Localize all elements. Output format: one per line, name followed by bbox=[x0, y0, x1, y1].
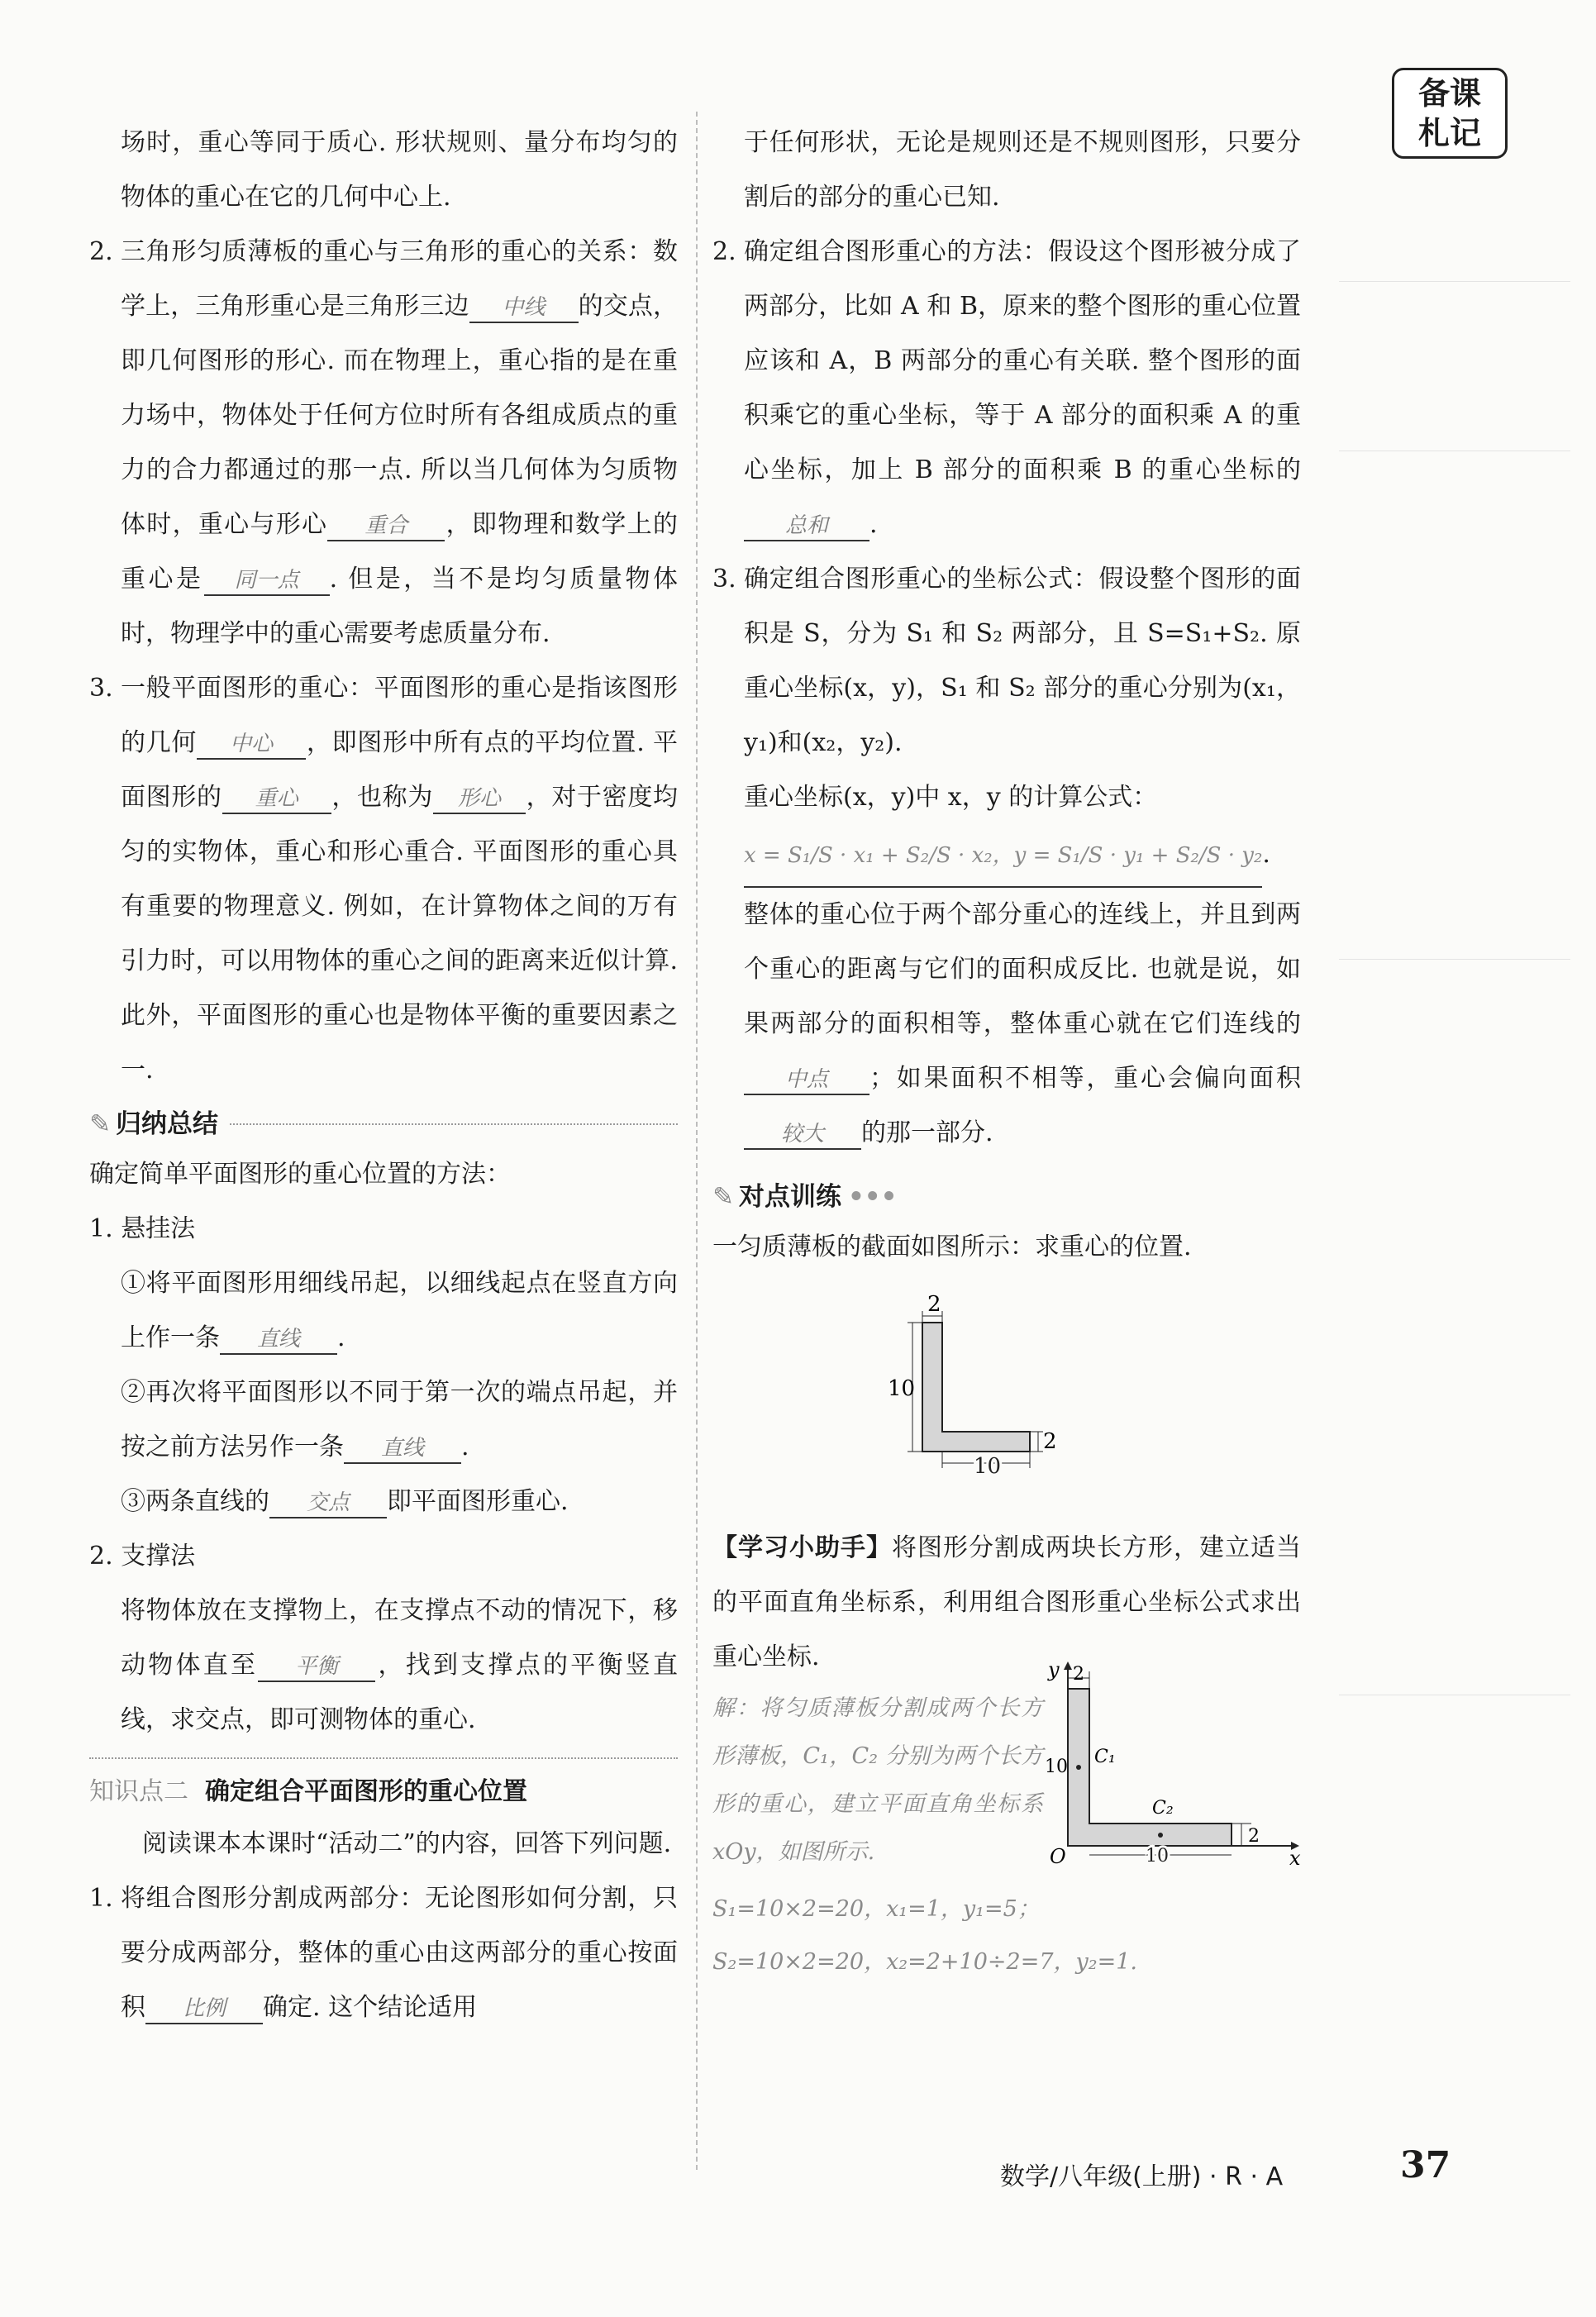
margin-rule bbox=[1339, 959, 1570, 960]
answer-blank[interactable]: 重心 bbox=[222, 784, 331, 814]
badge-line1: 备课 bbox=[1417, 75, 1481, 112]
formula-answer[interactable]: x = S₁/S · x₁ + S₂/S · x₂，y = S₁/S · y₁ + S₂/S · y₂ bbox=[744, 825, 1262, 888]
answer-blank[interactable]: 中线 bbox=[469, 293, 579, 323]
badge-line2: 札记 bbox=[1417, 115, 1481, 151]
axis-x-label: x bbox=[1289, 1847, 1301, 1866]
centroid-c2 bbox=[1158, 1833, 1163, 1838]
method-step: ①将平面图形用细线吊起，以细线起点在竖直方向上作一条 直线 . bbox=[89, 1256, 678, 1366]
item-text: 将组合图形分割成两部分：无论图形如何分割，只要分成两部分，整体的重心由这两部分的重心按面积 比例 确定. 这个结论适用 bbox=[121, 1871, 678, 2035]
question-2 bbox=[712, 225, 1301, 552]
answer-blank[interactable]: 比例 bbox=[145, 1995, 263, 2024]
item-2 bbox=[89, 225, 678, 661]
axis-y-label: y bbox=[1048, 1660, 1060, 1681]
item-text: 确定组合图形重心的坐标公式：假设整个图形的面积是 S，分为 S₁ 和 S₂ 两部分，且 S=S₁+S₂. 原重心坐标(x，y)，S₁ 和 S₂ 部分的重心分别为(x₁，y₁)和(x₂，y₂). bbox=[744, 565, 1301, 757]
dim-bottom-label: 10 bbox=[974, 1454, 1002, 1479]
method-step: 将物体放在支撑物上，在支撑点不动的情况下，移动物体直至 平衡 ，找到支撑点的平衡竖直线，求交点，即可测物体的重心. bbox=[121, 1596, 678, 1734]
item-text: 确定组合图形重心的方法：假设这个图形被分成了两部分，比如 A 和 B，原来的整个图形的重心位置应该和 A，B 两部分的重心有关联. 整个图形的面积乘它的重心坐标，等于 A 部分的面积乘 A 的重心坐标，加上 B 部分的面积乘 B 的重心坐标的总和 . bbox=[744, 225, 1301, 552]
item-number: 2. bbox=[89, 237, 113, 266]
answer-blank[interactable]: 同一点 bbox=[204, 566, 330, 596]
answer-blank[interactable]: 中点 bbox=[744, 1066, 869, 1095]
origin-label: O bbox=[1050, 1845, 1066, 1866]
method-step: ③两条直线的 交点 即平面图形重心. bbox=[89, 1475, 678, 1529]
solution-text: 解：将匀质薄板分割成两个长方形薄板，C₁，C₂ 分别为两个长方形的重心，建立平面直角坐标系 xOy，如图所示. bbox=[712, 1695, 1043, 1865]
answer-blank[interactable]: 形心 bbox=[433, 784, 526, 814]
item-text: 一般平面图形的重心：平面图形的重心是指该图形的几何 中心 ，即图形中所有点的平均位置. 平面图形的 重心 ，也称为 形心 ，对于密度均匀的实物体，重心和形心重合. 平面图形的重心具有重要的物理意义. 例如，在计算物体之间的万有引力时，可以用物体的重心之间的距离来近似计算. 此外，平面图形的重心也是物体平衡的重要因素之一. bbox=[121, 674, 679, 1085]
dim-top-label: 2 bbox=[927, 1292, 941, 1317]
c1-label: C₁ bbox=[1094, 1747, 1116, 1767]
pencil-icon: ✎ bbox=[89, 1109, 111, 1139]
summary-title: 归纳总结 bbox=[115, 1109, 218, 1139]
l-shape-figure bbox=[712, 1275, 1301, 1514]
item-3 bbox=[89, 661, 678, 1098]
item-number: 2. bbox=[712, 237, 736, 266]
dim-right-label: 2 bbox=[1043, 1429, 1057, 1454]
left-column bbox=[89, 116, 678, 2035]
paragraph: 于任何形状，无论是规则还是不规则图形，只要分割后的部分的重心已知. bbox=[744, 128, 1301, 212]
dim-bottom-label: 10 bbox=[1146, 1846, 1169, 1866]
practice-title: 对点训练 bbox=[738, 1182, 841, 1212]
answer-blank[interactable]: 直线 bbox=[220, 1325, 337, 1355]
method-title: 1. 悬挂法 bbox=[89, 1214, 196, 1243]
practice-question: 一匀质薄板的截面如图所示：求重心的位置. bbox=[712, 1232, 1192, 1261]
solution-line: S₁=10×2=20，x₁=1，y₁=5； bbox=[712, 1896, 1040, 1922]
question-1 bbox=[89, 1871, 678, 2035]
column-divider bbox=[696, 112, 698, 2170]
item-body bbox=[744, 552, 1301, 1161]
knowledge-tag: 知识点二 bbox=[89, 1777, 188, 1806]
solution-block bbox=[712, 1660, 1301, 1883]
answer-blank[interactable]: 总和 bbox=[744, 512, 869, 541]
practice-heading: ✎ 对点训练 ••• bbox=[712, 1174, 1301, 1220]
formula-line: x = S₁/S · x₁ + S₂/S · x₂，y = S₁/S · y₁ + S₂/S · y₂. bbox=[744, 825, 1301, 888]
answer-blank[interactable]: 中心 bbox=[197, 730, 306, 760]
answer-blank[interactable]: 平衡 bbox=[258, 1652, 375, 1682]
helper-paragraph: 【学习小助手】将图形分割成两块长方形，建立适当的平面直角坐标系，利用组合图形重心坐标公式求出重心坐标. bbox=[712, 1533, 1301, 1671]
item-text: 重心坐标(x，y)中 x，y 的计算公式： bbox=[744, 783, 1158, 812]
page-number: 37 bbox=[1400, 2144, 1451, 2186]
margin-rule bbox=[1339, 281, 1570, 282]
item-text: 整体的重心位于两个部分重心的连线上，并且到两个重心的距离与它们的面积成反比. 也就是说，如果两部分的面积相等，整体重心就在它们连线的中点 ；如果面积不相等，重心会偏向面积较大 的那一部分. bbox=[744, 888, 1301, 1161]
item-text: 三角形匀质薄板的重心与三角形的重心的关系：数学上，三角形重心是三角形三边 中线 的交点，即几何图形的形心. 而在物理上，重心指的是在重力场中，物体处于任何方位时所有各组成质点的重力的合力都通过的那一点. 所以当几何体为匀质物体时，重心与形心 重合 ，即物理和数学上的重心是 同一点 . 但是，当不是均匀质量物体时，物理学中的重心需要考虑质量分布. bbox=[121, 237, 679, 648]
question-3 bbox=[712, 552, 1301, 1161]
item-number: 3. bbox=[89, 674, 113, 703]
answer-blank[interactable]: 重合 bbox=[327, 512, 445, 541]
knowledge-point-heading bbox=[89, 1757, 678, 1807]
right-column bbox=[712, 116, 1301, 1989]
coordinate-figure bbox=[1043, 1660, 1308, 1866]
item-number: 3. bbox=[712, 565, 736, 594]
knowledge-intro: 阅读课本本课时“活动二”的内容，回答下列问题. bbox=[142, 1829, 672, 1858]
solution-line: S₂=10×2=20，x₂=2+10÷2=7，y₂=1. bbox=[712, 1949, 1137, 1975]
knowledge-title: 确定组合平面图形的重心位置 bbox=[205, 1777, 527, 1806]
method-step: ②再次将平面图形以不同于第一次的端点吊起，并按之前方法另作一条 直线 . bbox=[89, 1366, 678, 1475]
dim-left-label: 10 bbox=[1045, 1757, 1068, 1777]
helper-label: 【学习小助手】 bbox=[712, 1533, 892, 1562]
answer-blank[interactable]: 较大 bbox=[744, 1120, 861, 1150]
dim-left-label: 10 bbox=[888, 1376, 916, 1401]
method-title: 2. 支撑法 bbox=[89, 1542, 196, 1571]
dim-right-label: 2 bbox=[1248, 1826, 1260, 1847]
answer-blank[interactable]: 直线 bbox=[344, 1434, 461, 1464]
paragraph: 场时，重心等同于质心. 形状规则、量分布均匀的物体的重心在它的几何中心上. bbox=[121, 128, 678, 212]
answer-blank[interactable]: 交点 bbox=[269, 1489, 387, 1518]
summary-heading bbox=[89, 1101, 678, 1147]
dim-top-label: 2 bbox=[1073, 1664, 1084, 1685]
centroid-c1 bbox=[1076, 1765, 1081, 1770]
pencil-icon: ✎ bbox=[712, 1182, 734, 1212]
footer-text: 数学/八年级(上册) · R · A bbox=[1000, 2162, 1284, 2191]
summary-intro: 确定简单平面图形的重心位置的方法： bbox=[89, 1160, 511, 1189]
item-number: 1. bbox=[89, 1884, 113, 1913]
c2-label: C₂ bbox=[1152, 1798, 1174, 1819]
notes-badge bbox=[1392, 68, 1508, 159]
